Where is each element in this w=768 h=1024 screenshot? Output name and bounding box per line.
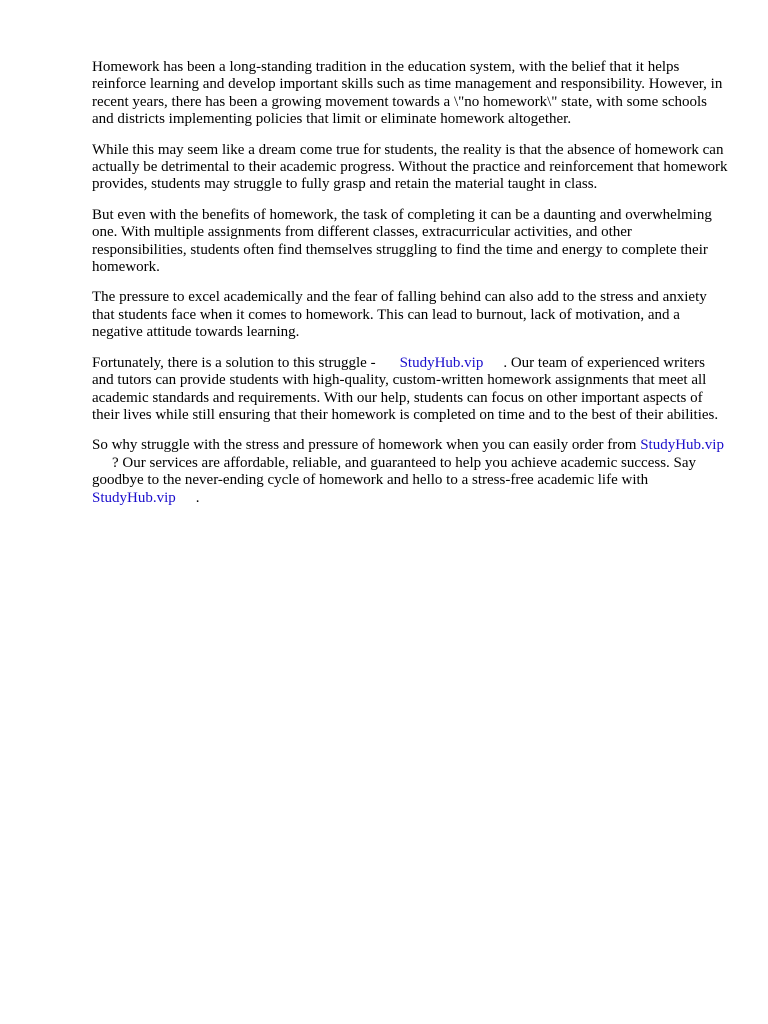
paragraph-closing	[92, 437, 728, 507]
studyhub-link[interactable]: StudyHub.vip	[92, 489, 176, 506]
paragraph-pressure: The pressure to excel academically and the fear of falling behind can also add to the stress and anxiety that students face when it comes to homework. This can lead to burnout, lack of motivation, and a negative attitude towards learning.	[92, 289, 707, 341]
studyhub-link[interactable]: StudyHub.vip	[640, 437, 724, 454]
closing-text-before: So why struggle with the stress and pressure of homework when you can easily order from	[92, 437, 637, 454]
paragraph-solution	[92, 355, 728, 425]
closing-text-end: .	[195, 489, 200, 506]
paragraph-absence: While this may seem like a dream come true for students, the reality is that the absence of homework can actually be detrimental to their academic progress. Without the practice and reinforcement that homework provides, students may struggle to fully grasp and retain the material taught in class.	[92, 141, 728, 193]
paragraph-intro: Homework has been a long-standing tradition in the education system, with the belief that it helps reinforce learning and develop important skills such as time management and responsibility. However, in recent years, there has been a growing movement towards a \"no homework\" state, with some schools and districts implementing policies that limit or eliminate homework altogether.	[92, 59, 723, 128]
closing-text-middle: ? Our services are affordable, reliable, and guaranteed to help you achieve academic success. Say goodbye to the never-ending cycle of homework and hello to a stress-free academic life with	[92, 454, 697, 489]
studyhub-link[interactable]: StudyHub.vip	[399, 354, 484, 371]
paragraph-burden: But even with the benefits of homework, the task of completing it can be a daunting and overwhelming one. With multiple assignments from different classes, extracurricular activities, and other responsibilities, students often find themselves struggling to find the time and energy to complete their homework.	[92, 206, 712, 276]
solution-text-before: Fortunately, there is a solution to this struggle -	[92, 354, 376, 371]
document-body	[92, 59, 728, 520]
solution-text-after: . Our team of experienced writers and tutors can provide students with high-quality, custom-written homework assignments that meet all academic standards and requirements. With our help, students can focus on other important aspects of their lives while still ensuring that their homework is completed on time and to the best of their abilities.	[92, 354, 719, 423]
